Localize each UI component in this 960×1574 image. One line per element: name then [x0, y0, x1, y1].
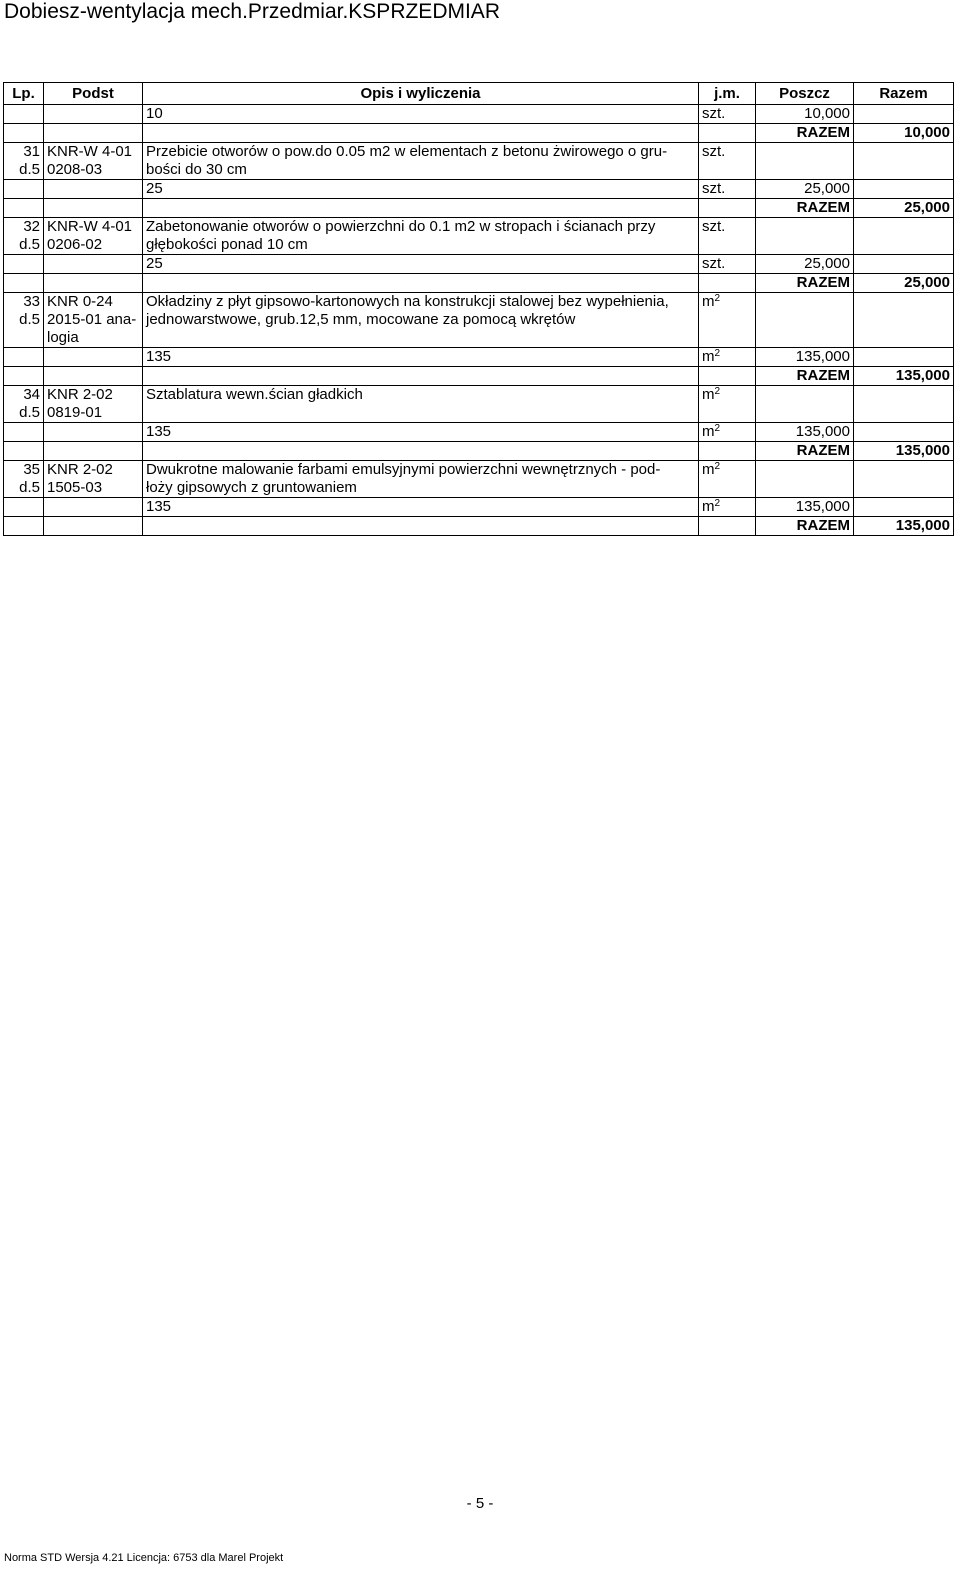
footer-license: Norma STD Wersja 4.21 Licencja: 6753 dla Marel Projekt: [4, 1552, 284, 1564]
item-poszcz: 25,000: [756, 255, 854, 274]
item-calc-unit-text: m: [702, 423, 715, 440]
item-calc: 25: [143, 255, 699, 274]
item-calc-unit: [699, 423, 756, 442]
item-basis-line2: 0206-02: [47, 236, 103, 253]
item-calc: 135: [143, 348, 699, 367]
item-description: [143, 218, 699, 255]
item-section: d.5: [19, 161, 40, 178]
item-calc-unit-sup: 2: [714, 498, 721, 509]
item-unit: [699, 143, 756, 180]
item-section: d.5: [19, 404, 40, 421]
header-razem: Razem: [854, 83, 954, 105]
item-row: [4, 386, 954, 423]
item-calc: 135: [143, 423, 699, 442]
item-basis-line3: logia: [47, 329, 79, 346]
item-calc-row: [4, 255, 954, 274]
item-poszcz: 135,000: [756, 498, 854, 517]
item-unit: [699, 386, 756, 423]
continuation-razem-label: RAZEM: [756, 124, 854, 143]
item-basis-line1: KNR-W 4-01: [47, 218, 133, 235]
item-calc: 135: [143, 498, 699, 517]
header-podst: Podst: [44, 83, 143, 105]
item-description-line2: głębokości ponad 10 cm: [146, 236, 308, 253]
item-total-row: [4, 517, 954, 536]
item-calc-unit-text: szt.: [702, 180, 726, 197]
item-calc-unit-text: m: [702, 498, 715, 515]
item-lp: [4, 293, 44, 348]
item-calc-row: [4, 498, 954, 517]
continuation-calc-row: [4, 105, 954, 124]
item-poszcz: 25,000: [756, 180, 854, 199]
item-total-row: [4, 367, 954, 386]
item-number: 33: [23, 293, 40, 310]
item-razem-value: 135,000: [854, 517, 954, 536]
item-section: d.5: [19, 236, 40, 253]
item-number: 34: [23, 386, 40, 403]
header-poszcz: Poszcz: [756, 83, 854, 105]
item-razem-label: RAZEM: [756, 274, 854, 293]
document-title: Dobiesz-wentylacja mech.Przedmiar.KSPRZEDMIAR: [4, 0, 500, 23]
item-unit: [699, 461, 756, 498]
item-lp: [4, 143, 44, 180]
item-unit-text: m: [702, 386, 715, 403]
item-poszcz: 135,000: [756, 423, 854, 442]
item-basis-line2: 0819-01: [47, 404, 103, 421]
page-number: - 5 -: [466, 1495, 494, 1512]
header-jm: j.m.: [699, 83, 756, 105]
item-description-line2: łoży gipsowych z gruntowaniem: [146, 479, 357, 496]
item-basis-line2: 1505-03: [47, 479, 103, 496]
item-lp: [4, 386, 44, 423]
item-razem-value: 135,000: [854, 442, 954, 461]
item-unit-text: m: [702, 461, 715, 478]
item-calc-unit: [699, 498, 756, 517]
item-basis: [44, 293, 143, 348]
table-header-row: [4, 83, 954, 105]
item-description-line2: bości do 30 cm: [146, 161, 247, 178]
item-row: [4, 143, 954, 180]
item-description-line1: Sztablatura wewn.ścian gładkich: [146, 386, 363, 403]
item-basis: [44, 143, 143, 180]
item-razem-label: RAZEM: [756, 517, 854, 536]
item-lp: [4, 218, 44, 255]
item-description-line2: jednowarstwowe, grub.12,5 mm, mocowane za pomocą wkrętów: [146, 311, 576, 328]
item-row: [4, 293, 954, 348]
item-calc-unit-sup: 2: [714, 423, 721, 434]
item-total-row: [4, 274, 954, 293]
item-calc-unit: [699, 255, 756, 274]
item-number: 32: [23, 218, 40, 235]
item-description-line1: Okładziny z płyt gipsowo-kartonowych na konstrukcji stalowej bez wypełnienia,: [146, 293, 669, 310]
continuation-total-row: [4, 124, 954, 143]
item-basis: [44, 461, 143, 498]
item-basis: [44, 386, 143, 423]
item-unit-sup: 2: [714, 386, 721, 397]
item-unit-text: szt.: [702, 218, 726, 235]
item-calc-unit-text: szt.: [702, 255, 726, 272]
item-description: [143, 143, 699, 180]
item-calc-unit: [699, 348, 756, 367]
item-total-row: [4, 442, 954, 461]
item-calc-row: [4, 180, 954, 199]
item-description-line1: Przebicie otworów o pow.do 0.05 m2 w elementach z betonu żwirowego o gru-: [146, 143, 668, 160]
item-number: 31: [23, 143, 40, 160]
continuation-poszcz: 10,000: [756, 105, 854, 124]
item-lp: [4, 461, 44, 498]
item-unit-sup: 2: [714, 461, 721, 472]
item-description: [143, 461, 699, 498]
item-description-line1: Dwukrotne malowanie farbami emulsyjnymi powierzchni wewnętrznych - pod-: [146, 461, 661, 478]
item-basis: [44, 218, 143, 255]
item-row: [4, 461, 954, 498]
item-poszcz: 135,000: [756, 348, 854, 367]
item-number: 35: [23, 461, 40, 478]
item-basis-line1: KNR 2-02: [47, 461, 113, 478]
item-calc-row: [4, 423, 954, 442]
continuation-unit: szt.: [699, 105, 756, 124]
item-description: [143, 386, 699, 423]
item-basis-line1: KNR 0-24: [47, 293, 113, 310]
item-total-row: [4, 199, 954, 218]
item-calc-row: [4, 348, 954, 367]
item-calc-unit-sup: 2: [714, 348, 721, 359]
item-calc-unit-text: m: [702, 348, 715, 365]
item-description-line1: Zabetonowanie otworów o powierzchni do 0.1 m2 w stropach i ścianach przy: [146, 218, 656, 235]
item-basis-line2: 2015-01 ana-: [47, 311, 137, 328]
item-row: [4, 218, 954, 255]
item-unit: [699, 218, 756, 255]
header-lp: Lp.: [4, 83, 44, 105]
continuation-razem-value: 10,000: [854, 124, 954, 143]
continuation-calc: 10: [143, 105, 699, 124]
item-razem-value: 135,000: [854, 367, 954, 386]
item-basis-line1: KNR-W 4-01: [47, 143, 133, 160]
item-razem-label: RAZEM: [756, 442, 854, 461]
item-unit-sup: 2: [714, 293, 721, 304]
header-opis: Opis i wyliczenia: [143, 83, 699, 105]
item-razem-value: 25,000: [854, 274, 954, 293]
item-unit-text: m: [702, 293, 715, 310]
item-section: d.5: [19, 311, 40, 328]
cost-estimate-table: [3, 82, 954, 536]
item-razem-value: 25,000: [854, 199, 954, 218]
item-section: d.5: [19, 479, 40, 496]
item-calc-unit: [699, 180, 756, 199]
item-description: [143, 293, 699, 348]
item-razem-label: RAZEM: [756, 199, 854, 218]
item-calc: 25: [143, 180, 699, 199]
item-unit: [699, 293, 756, 348]
item-basis-line2: 0208-03: [47, 161, 103, 178]
item-basis-line1: KNR 2-02: [47, 386, 113, 403]
item-razem-label: RAZEM: [756, 367, 854, 386]
item-unit-text: szt.: [702, 143, 726, 160]
